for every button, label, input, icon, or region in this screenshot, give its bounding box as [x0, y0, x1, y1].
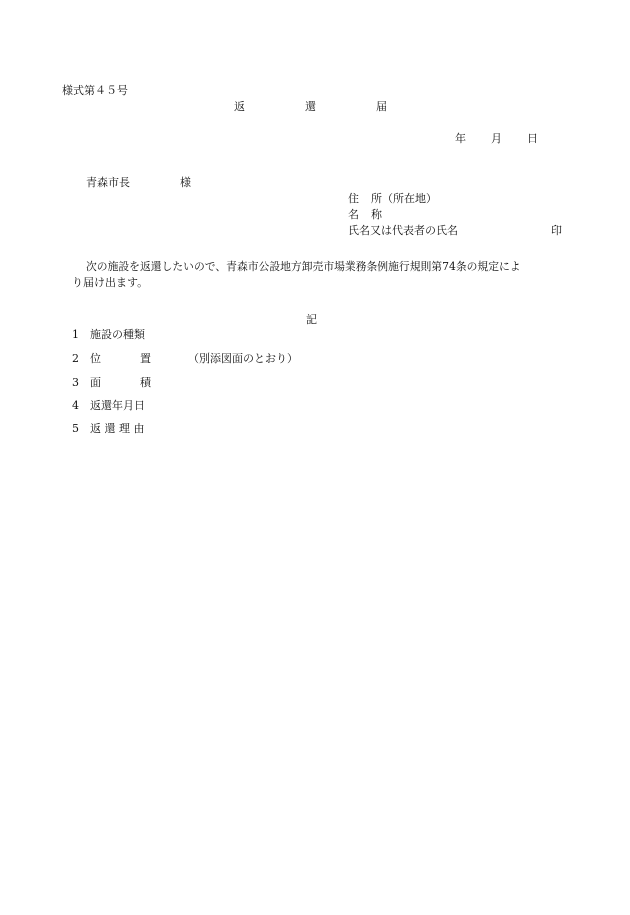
addressee-honorific: 様 [180, 176, 191, 189]
name-label-2: 称 [371, 208, 382, 221]
item-number: 1 [72, 328, 79, 341]
title-char-notice: 届 [376, 100, 387, 113]
form-number: 様式第４５号 [62, 84, 128, 97]
representative-label: 氏名又は代表者の氏名 [348, 224, 458, 237]
address-label-1: 住 [348, 192, 359, 205]
body-text-line-2: り届け出ます。 [72, 276, 149, 289]
item-label: 返還年月日 [90, 399, 145, 412]
title-char-return: 返 [234, 100, 245, 113]
item-value: （別添図面のとおり） [188, 352, 298, 365]
item-number: 5 [72, 422, 79, 435]
item-label-part-2: 積 [140, 376, 151, 389]
item-number: 4 [72, 399, 79, 412]
date-month-label: 月 [491, 132, 502, 145]
body-text-line-1: 次の施設を返還したいので、青森市公設地方卸売市場業務条例施行規則第74条の規定によ [86, 260, 521, 273]
item-label-part-1: 位 [90, 352, 101, 365]
item-number: 2 [72, 352, 79, 365]
seal-mark: 印 [551, 224, 562, 237]
address-label-2: 所（所在地） [371, 192, 437, 205]
item-label-part-2: 置 [140, 352, 151, 365]
item-number: 3 [72, 376, 79, 389]
item-label: 施設の種類 [90, 328, 145, 341]
title-char-back: 還 [305, 100, 316, 113]
addressee-name: 青森市長 [86, 176, 130, 189]
date-day-label: 日 [527, 132, 538, 145]
ki-marker: 記 [306, 313, 317, 326]
item-label: 返 還 理 由 [90, 422, 145, 435]
document-title [0, 100, 630, 114]
item-label-part-1: 面 [90, 376, 101, 389]
name-label-1: 名 [348, 208, 359, 221]
date-year-label: 年 [455, 132, 466, 145]
